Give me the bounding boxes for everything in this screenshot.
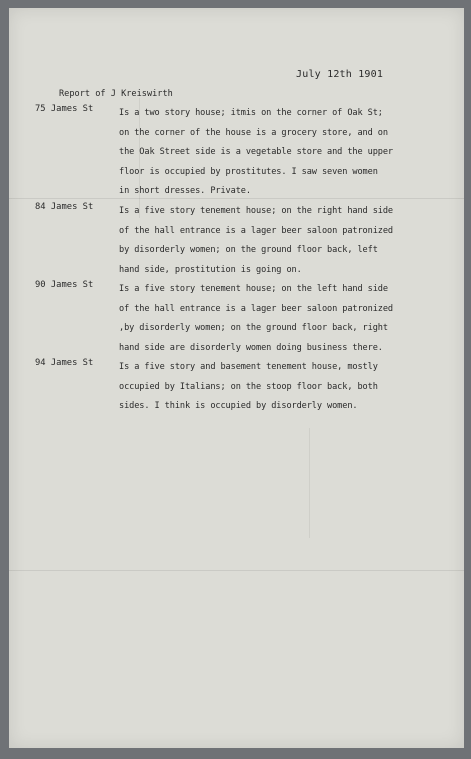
entry-line: hand side are disorderly women doing business there. [119,342,383,353]
entry-text [119,104,455,202]
entry-address: 84 James St [35,202,94,212]
entry-line: in short dresses. Private. [119,186,251,197]
entry-line: sides. I think is occupied by disorderly women. [119,401,358,412]
entry-text [119,358,455,417]
typed-report-page [9,8,464,748]
entry-line: Is a five story tenement house; on the right hand side [119,206,393,216]
entry-line: ,by disorderly women; on the ground floor back, right [119,323,388,334]
report-date: July 12th 1901 [296,69,384,80]
entry-text [119,202,455,280]
entry-line: floor is occupied by prostitutes. I saw seven women [119,166,378,177]
entry-text [119,280,455,358]
entry-line: occupied by Italians; on the stoop floor back, both [119,381,378,392]
entry-line: of the hall entrance is a lager beer saloon patronized [119,225,393,236]
entry-line: by disorderly women; on the ground floor back, left [119,245,378,256]
bleed-through-mark [309,428,310,538]
entry-line: of the hall entrance is a lager beer saloon patronized [119,303,393,314]
entry-address: 75 James St [35,104,94,114]
entry-address: 90 James St [35,280,94,290]
paper-fold-line [9,570,464,571]
entry-address: 94 James St [35,358,94,368]
entry-line: hand side, prostitution is going on. [119,264,302,275]
entry-line: Is a five story tenement house; on the left hand side [119,284,388,294]
entry-line: Is a five story and basement tenement house, mostly [119,362,378,372]
entry-line: Is a two story house; itmis on the corner of Oak St; [119,108,383,118]
entry-line: the Oak Street side is a vegetable store and the upper [119,147,393,158]
entry-line: on the corner of the house is a grocery store, and on [119,127,388,138]
report-title: Report of J Kreiswirth [59,89,173,99]
